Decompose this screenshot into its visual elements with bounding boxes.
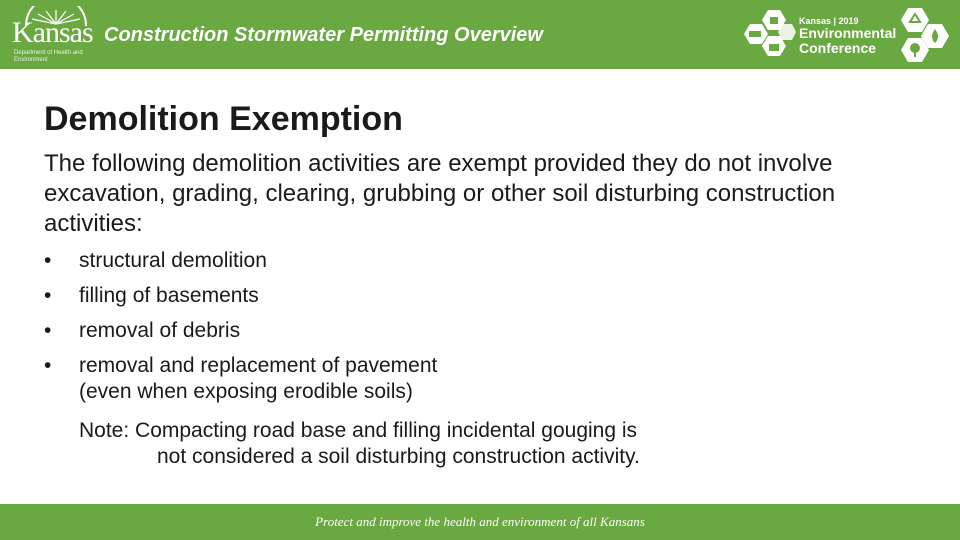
list-item [44, 248, 904, 274]
bullet-icon: • [44, 319, 52, 342]
list-item [44, 353, 904, 405]
recycle-icon [901, 8, 929, 32]
bullet-icon: • [44, 249, 52, 272]
list-item-text: filling of basements [79, 284, 259, 307]
list-item-text: removal and replacement of pavement [79, 354, 438, 377]
note-paragraph [79, 418, 799, 470]
header-title: Construction Stormwater Permitting Overview [104, 24, 543, 46]
conference-name-line2: Conference [799, 40, 877, 56]
list-item-subtext: (even when exposing erodible soils) [79, 380, 413, 403]
list-item [44, 318, 904, 344]
conference-year: Kansas | 2019 [799, 16, 859, 26]
kdhe-subtext: Department of Health and Environment [14, 50, 83, 63]
note-line-2: not considered a soil disturbing construction activity. [157, 445, 640, 468]
list-item-text: structural demolition [79, 249, 267, 272]
list-item [44, 283, 904, 309]
kdhe-logo [8, 6, 96, 64]
footer-tagline: Protect and improve the health and environment of all Kansans [315, 514, 645, 529]
note-line-1: Note: Compacting road base and filling incidental gouging is [79, 419, 638, 442]
bullet-icon: • [44, 354, 52, 377]
truck-icon [744, 24, 768, 44]
slide-title: Demolition Exemption [44, 100, 403, 138]
list-item-text: removal of debris [79, 319, 241, 342]
kdhe-wordmark: Kansas [12, 16, 93, 49]
bullet-icon: • [44, 284, 52, 307]
conference-name-line1: Environmental [799, 25, 897, 41]
intro-paragraph: The following demolition activities are exempt provided they do not involve excavation, grading, clearing, grubbing or other soil disturbing construction activities: [44, 150, 836, 237]
footer-band [0, 504, 960, 540]
header-band [0, 0, 960, 69]
conference-logo [742, 6, 954, 64]
exempt-activities-list [44, 248, 904, 405]
